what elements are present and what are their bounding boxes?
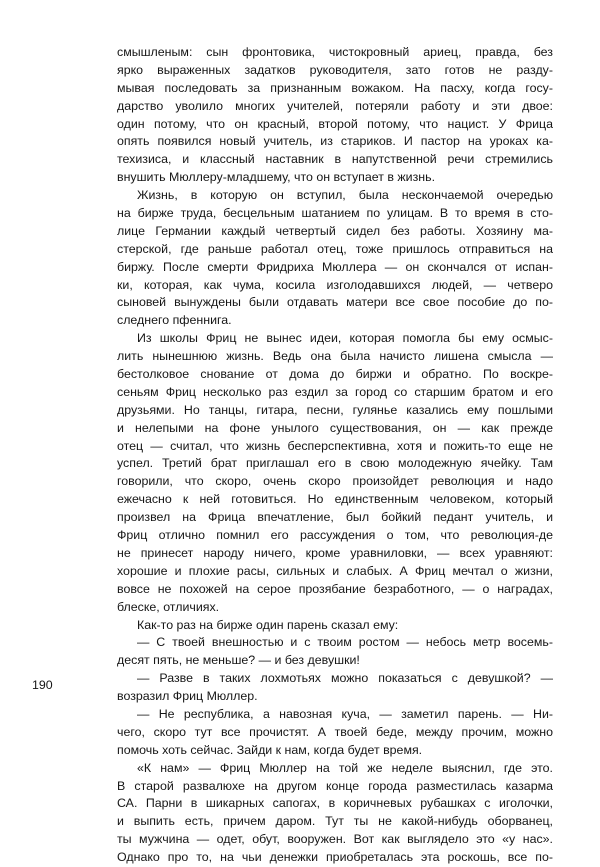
text-line: Фриц отлично помнил его рассуждения о том, что революция-де xyxy=(117,528,553,543)
text-line: «К нам» — Фриц Мюллер на той же неделе выяснил, где это. xyxy=(137,760,553,775)
text-line: — С твоей внешностью и с твоим ростом — небось метр восемь- xyxy=(137,635,553,650)
text-line: десят пять, не меньше? — и без девушки! xyxy=(117,653,360,668)
text-line: успел. Третий брат приглашал его в свою молодежную ячейку. Там xyxy=(117,456,553,471)
text-line: помочь хоть сейчас. Зайди к нам, когда будет время. xyxy=(117,742,423,757)
text-line: один потому, что он красный, второй потому, что нацист. У Фрица xyxy=(117,116,553,131)
text-line: произвел на Фрица впечатление, был бойкий педант учитель, и xyxy=(117,510,553,525)
text-line: и нелепыми на фоне унылого существования, он — как прежде xyxy=(117,420,553,435)
text-line: биржу. После смерти Фридриха Мюллера — он скончался от испан- xyxy=(117,259,553,274)
text-line: сыновей вынуждены были отдавать матери все свое пособие до по- xyxy=(117,295,553,310)
text-line: на бирже труда, бесцельным шатанием по улицам. В то время в сто- xyxy=(117,206,553,221)
text-line: Как-то раз на бирже один парень сказал ему: xyxy=(137,617,399,632)
text-line: сеньям Фриц несколько раз ездил за город со старшим братом и его xyxy=(117,384,553,399)
body-text xyxy=(117,44,553,867)
text-line: отец — считал, что жизнь бесперспективна, хотя и пожить-то еще не xyxy=(117,438,553,453)
text-line: В старой развалюхе на другом конце города разместилась казарма xyxy=(117,778,553,793)
text-line: мывая последовать за признанным вожаком. На пасху, когда госу- xyxy=(117,80,553,95)
text-line: — Разве в таких лохмотьях можно показаться с девушкой? — xyxy=(137,671,553,686)
text-line: лице Германии каждый четвертый сидел без работы. Хозяину ма- xyxy=(117,223,553,238)
text-line: и выпить есть, причем даром. Тут ты не какой-нибудь оборванец, xyxy=(117,814,553,829)
page-number: 190 xyxy=(32,678,53,692)
text-line: возразил Фриц Мюллер. xyxy=(117,689,258,704)
text-line: внушить Мюллеру-младшему, что он вступает в жизнь. xyxy=(117,170,436,185)
text-line: не принесет народу ничего, кроме уравниловки, — всех уравняют: xyxy=(117,545,553,560)
text-line: — Не республика, а навозная куча, — заметил парень. — Ни- xyxy=(137,706,553,721)
text-line: дарство уволило многих учителей, потеряли работу и эти двое: xyxy=(117,98,553,113)
text-line: техизиса, и классный наставник в напутственной речи стремились xyxy=(117,152,553,167)
text-line: Из школы Фриц не вынес идеи, которая помогла бы ему осмыс- xyxy=(137,331,553,346)
text-line: смышленым: сын фронтовика, чистокровный ариец, правда, без xyxy=(117,45,553,59)
text-line: ки, которая, как чума, косила изголодавшихся людей, — четверо xyxy=(117,277,553,292)
text-line: говорили, что скоро, очень скоро произойдет революция и надо xyxy=(117,474,553,489)
text-line: ты мужчина — одет, обут, вооружен. Вот как выглядело это «у нас». xyxy=(117,832,553,847)
text-line: лить нынешнюю жизнь. Ведь она была начисто лишена смысла — xyxy=(117,349,553,364)
text-line: друзьями. Но танцы, гитара, песни, гулянье казались ему пошлыми xyxy=(117,402,553,417)
text-line: следнего пфеннига. xyxy=(117,313,232,328)
text-line: бестолковое снование от дома до биржи и обратно. По воскре- xyxy=(117,367,553,382)
text-line: Жизнь, в которую он вступил, была нескончаемой очередью xyxy=(137,188,553,203)
text-line: ярко выраженных задатков руководителя, зато готов не разду- xyxy=(117,62,553,77)
text-line: вовсе не похожей на серое прозябание безработного, — о наградах, xyxy=(117,581,553,596)
text-line: хорошие и плохие расы, сильных и слабых. А Фриц мечтал о жизни, xyxy=(117,563,553,578)
text-line: Однако про то, на чьи денежки приобреталась эта роскошь, все по- xyxy=(117,850,553,865)
text-line: опять появился новый учитель, из стариков. И пастор на уроках ка- xyxy=(117,134,553,149)
text-line: стерской, где раньше работал отец, тоже пришлось отправиться на xyxy=(117,241,553,256)
text-line: блеске, отличиях. xyxy=(117,599,220,614)
text-line: чего, скоро тут все прочистят. А твоей беде, между прочим, можно xyxy=(117,724,553,739)
text-line: СА. Парни в шикарных сапогах, в коричневых рубашках с иголочки, xyxy=(117,796,553,811)
text-line: ежечасно к ней готовиться. Но единственным человеком, который xyxy=(117,492,553,507)
